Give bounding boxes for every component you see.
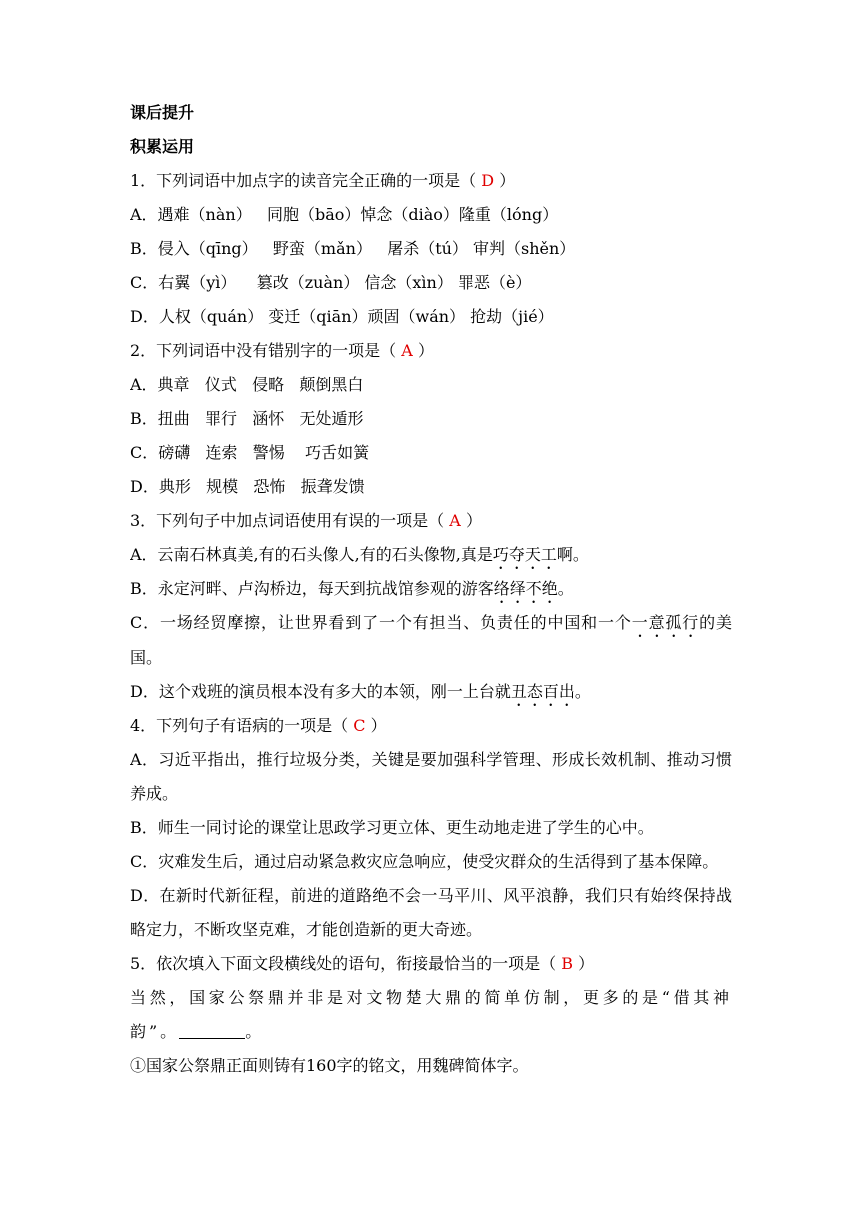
question-3-stem bbox=[130, 504, 732, 538]
option-d-dotted-phrase: 丑态百出 bbox=[510, 682, 575, 701]
subsection-title: 积累运用 bbox=[130, 137, 195, 156]
option-c-text-end: 的美国。 bbox=[130, 613, 732, 667]
question-4-answer: C bbox=[353, 716, 366, 735]
question-3-option-a bbox=[130, 538, 732, 572]
question-5-stem bbox=[130, 947, 732, 981]
option-b-dotted-phrase: 络绎不绝 bbox=[493, 579, 558, 598]
question-2-option-d: D．典形 规模 恐怖 振聋发馈 bbox=[130, 477, 365, 496]
worksheet-page bbox=[130, 96, 732, 1083]
question-1-option-d: D．人权（quán） 变迁（qiān）顽固（wán） 抢劫（jié） bbox=[130, 307, 554, 326]
question-2-stem bbox=[130, 334, 732, 368]
question-5-answer: B bbox=[561, 954, 574, 973]
option-b-text: B．永定河畔、卢沟桥边，每天到抗战馆参观的游客 bbox=[130, 579, 494, 598]
question-2-option-b: B．扭曲 罪行 涵怀 无处遁形 bbox=[130, 409, 364, 428]
option-a-dotted-phrase: 巧夺天工 bbox=[492, 545, 557, 564]
question-5-item-1: ①国家公祭鼎正面则铸有160字的铭文，用魏碑简体字。 bbox=[130, 1056, 529, 1075]
question-3-option-d bbox=[130, 675, 732, 709]
section-title: 课后提升 bbox=[130, 103, 195, 122]
question-3-option-c bbox=[130, 606, 732, 675]
question-1-stem-end: ） bbox=[499, 171, 516, 190]
question-4-stem-text: 4．下列句子有语病的一项是（ bbox=[130, 716, 349, 735]
question-5-passage bbox=[130, 981, 732, 1049]
question-3-stem-text: 3．下列句子中加点词语使用有误的一项是（ bbox=[130, 511, 445, 530]
passage-text: 当然，国家公祭鼎并非是对文物楚大鼎的简单仿制，更多的是“借其神韵”。 bbox=[130, 988, 732, 1041]
option-c-dotted-phrase: 一意孤行 bbox=[631, 613, 700, 632]
question-4-stem-end: ） bbox=[370, 716, 387, 735]
option-b-text-end: 。 bbox=[557, 579, 574, 598]
passage-end: 。 bbox=[245, 1022, 265, 1041]
question-1-stem-text: 1．下列词语中加点字的读音完全正确的一项是（ bbox=[130, 171, 477, 190]
fill-in-blank bbox=[179, 1018, 245, 1039]
question-1-option-a: A．遇难（nàn） 同胞（bāo）悼念（diào）隆重（lóng） bbox=[130, 205, 559, 224]
question-3-stem-end: ） bbox=[465, 511, 482, 530]
option-d-text: D．这个戏班的演员根本没有多大的本领，刚一上台就 bbox=[130, 682, 511, 701]
question-4-option-b: B．师生一同讨论的课堂让思政学习更立体、更生动地走进了学生的心中。 bbox=[130, 818, 654, 837]
question-2-answer: A bbox=[401, 341, 413, 360]
question-1-stem bbox=[130, 164, 732, 198]
question-1-option-c: C．右翼（yì） 篡改（zuàn） 信念（xìn） 罪恶（è） bbox=[130, 273, 532, 292]
option-c-text: C．一场经贸摩擦，让世界看到了一个有担当、负责任的中国和一个 bbox=[130, 613, 632, 632]
option-a-text: A．云南石林真美,有的石头像人,有的石头像物,真是 bbox=[130, 545, 493, 564]
question-1-answer: D bbox=[481, 171, 495, 190]
question-2-option-a: A．典章 仪式 侵略 颠倒黑白 bbox=[130, 375, 364, 394]
question-2-option-c: C．磅礴 连索 警惕 巧舌如簧 bbox=[130, 443, 370, 462]
question-5-stem-end: ） bbox=[578, 954, 595, 973]
question-4-option-c: C．灾难发生后，通过启动紧急救灾应急响应，使受灾群众的生活得到了基本保障。 bbox=[130, 852, 719, 871]
question-2-stem-text: 2．下列词语中没有错别字的一项是（ bbox=[130, 341, 397, 360]
question-4-option-d: D．在新时代新征程，前进的道路绝不会一马平川、风平浪静，我们只有始终保持战略定力，不断攻坚克难，才能创造新的更大奇迹。 bbox=[130, 886, 732, 939]
question-4-option-a: A．习近平指出，推行垃圾分类，关键是要加强科学管理、形成长效机制、推动习惯养成。 bbox=[130, 750, 732, 803]
question-3-answer: A bbox=[449, 511, 461, 530]
question-1-option-b: B．侵入（qīng） 野蛮（mǎn） 屠杀（tú） 审判（shěn） bbox=[130, 239, 576, 258]
question-5-stem-text: 5．依次填入下面文段横线处的语句，衔接最恰当的一项是（ bbox=[130, 954, 557, 973]
question-3-option-b bbox=[130, 572, 732, 606]
question-4-stem bbox=[130, 709, 732, 743]
option-d-text-end: 。 bbox=[574, 682, 591, 701]
question-2-stem-end: ） bbox=[417, 341, 434, 360]
option-a-text-end: 啊。 bbox=[556, 545, 589, 564]
